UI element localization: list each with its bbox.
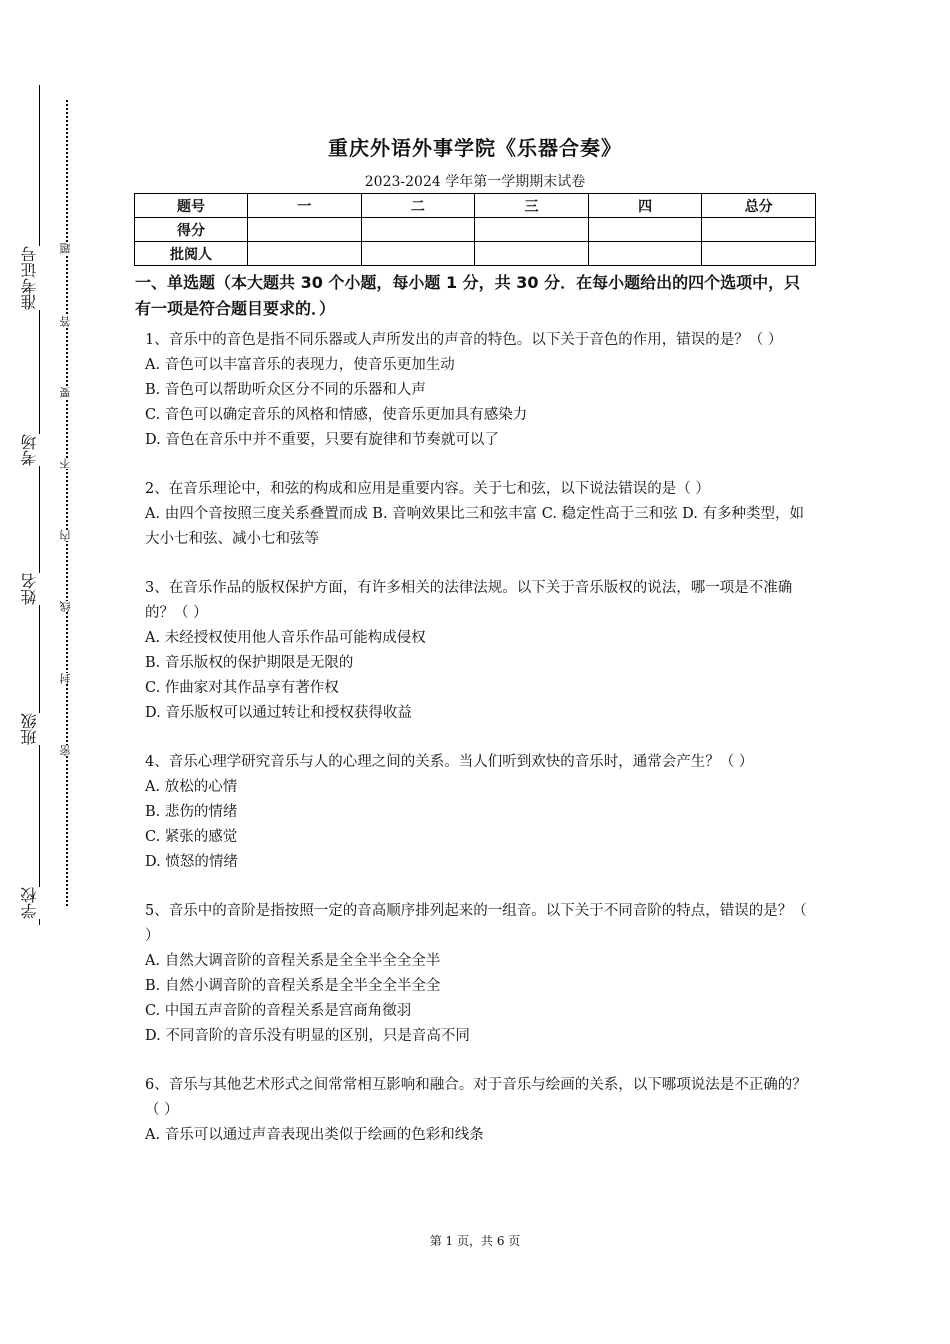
question-option: D. 音色在音乐中并不重要，只要有旋律和节奏就可以了 bbox=[145, 432, 499, 448]
question-5 bbox=[145, 899, 815, 1049]
seal-mark: 密 bbox=[59, 745, 72, 756]
question-option: A. 放松的心情 bbox=[145, 779, 238, 795]
exam-title: 重庆外语外事学院《乐器合奏》 bbox=[328, 136, 622, 160]
question-option: B. 自然小调音阶的音程关系是全半全全半全全 bbox=[145, 978, 441, 994]
question-text: 3、在音乐作品的版权保护方面，有许多相关的法律法规。以下关于音乐版权的说法，哪一项是不准确的？（ ） bbox=[145, 580, 793, 621]
question-text: 4、音乐心理学研究音乐与人的心理之间的关系。当人们听到欢快的音乐时，通常会产生？（ ） bbox=[145, 754, 754, 770]
binding-label-exam-room: 考场 bbox=[22, 434, 42, 466]
question-option: D. 不同音阶的音乐没有明显的区别，只是音高不同 bbox=[145, 1028, 470, 1044]
score-table-header: 总分 bbox=[702, 194, 816, 218]
question-option: A. 未经授权使用他人音乐作品可能构成侵权 bbox=[145, 630, 426, 646]
question-4 bbox=[145, 750, 815, 875]
question-1 bbox=[145, 328, 815, 453]
exam-subtitle: 2023-2024 学年第一学期期末试卷 bbox=[364, 174, 586, 190]
score-cell bbox=[361, 242, 475, 266]
score-table-header-row bbox=[135, 194, 816, 218]
seal-mark: 封 bbox=[59, 673, 72, 684]
score-cell bbox=[248, 218, 362, 242]
question-text: 1、音乐中的音色是指不同乐器或人声所发出的声音的特色。以下关于音色的作用，错误的是？（ ） bbox=[145, 332, 783, 348]
seal-mark: 不 bbox=[59, 458, 72, 469]
binding-label-name: 姓名 bbox=[22, 573, 42, 605]
score-cell bbox=[361, 218, 475, 242]
binding-label-class: 班级 bbox=[22, 713, 42, 745]
binding-solid-line bbox=[39, 85, 40, 925]
score-table-header: 四 bbox=[588, 194, 702, 218]
section-title: 一、单选题（本大题共 30 个小题，每小题 1 分，共 30 分．在每小题给出的四个选项中，只有一项是符合题目要求的．） bbox=[135, 273, 801, 318]
score-table-header: 一 bbox=[248, 194, 362, 218]
score-table-header: 二 bbox=[361, 194, 475, 218]
question-option: D. 愤怒的情绪 bbox=[145, 854, 238, 870]
score-table bbox=[134, 193, 816, 266]
question-option: C. 紧张的感觉 bbox=[145, 829, 238, 845]
score-row-label: 得分 bbox=[135, 218, 248, 242]
seal-mark: 线 bbox=[59, 601, 72, 612]
question-option: C. 作曲家对其作品享有著作权 bbox=[145, 680, 339, 696]
question-text: 5、音乐中的音阶是指按照一定的音高顺序排列起来的一组音。以下关于不同音阶的特点，错误的是？（ ） bbox=[145, 903, 807, 944]
question-option: C. 音色可以确定音乐的风格和情感，使音乐更加具有感染力 bbox=[145, 407, 528, 423]
question-6 bbox=[145, 1073, 815, 1148]
question-option: B. 音色可以帮助听众区分不同的乐器和人声 bbox=[145, 382, 426, 398]
score-cell bbox=[248, 242, 362, 266]
binding-dotted-line bbox=[66, 100, 68, 906]
seal-mark: 答 bbox=[59, 316, 72, 327]
question-option: A. 自然大调音阶的音程关系是全全半全全全半 bbox=[145, 953, 441, 969]
question-option: D. 音乐版权可以通过转让和授权获得收益 bbox=[145, 705, 412, 721]
score-table-header: 题号 bbox=[135, 194, 248, 218]
seal-mark: 要 bbox=[59, 387, 72, 398]
score-cell bbox=[702, 218, 816, 242]
score-table-row bbox=[135, 242, 816, 266]
score-row-label: 批阅人 bbox=[135, 242, 248, 266]
score-cell bbox=[475, 242, 589, 266]
question-3 bbox=[145, 576, 815, 726]
question-option: B. 音乐版权的保护期限是无限的 bbox=[145, 655, 354, 671]
score-table-header: 三 bbox=[475, 194, 589, 218]
score-cell bbox=[475, 218, 589, 242]
seal-mark: 内 bbox=[59, 530, 72, 541]
binding-label-exam-number: 准考证号 bbox=[22, 246, 42, 310]
question-option: A. 由四个音按照三度关系叠置而成 B. 音响效果比三和弦丰富 C. 稳定性高于三和弦 D. 有多种类型，如大小七和弦、减小七和弦等 bbox=[145, 506, 805, 547]
question-option: C. 中国五声音阶的音程关系是宫商角徵羽 bbox=[145, 1003, 412, 1019]
question-text: 2、在音乐理论中，和弦的构成和应用是重要内容。关于七和弦，以下说法错误的是（ ） bbox=[145, 481, 710, 497]
score-table-row bbox=[135, 218, 816, 242]
page-number: 第 1 页，共 6 页 bbox=[429, 1234, 521, 1248]
score-cell bbox=[702, 242, 816, 266]
question-option: A. 音色可以丰富音乐的表现力，使音乐更加生动 bbox=[145, 357, 455, 373]
question-text: 6、音乐与其他艺术形式之间常常相互影响和融合。对于音乐与绘画的关系，以下哪项说法是不正确的？（ ） bbox=[145, 1077, 807, 1118]
score-cell bbox=[588, 218, 702, 242]
binding-label-school: 学校 bbox=[22, 887, 42, 919]
exam-content bbox=[135, 270, 815, 1172]
question-option: B. 悲伤的情绪 bbox=[145, 804, 238, 820]
question-option: A. 音乐可以通过声音表现出类似于绘画的色彩和线条 bbox=[145, 1127, 484, 1143]
seal-mark: 题 bbox=[59, 243, 72, 254]
question-2 bbox=[145, 477, 815, 552]
score-cell bbox=[588, 242, 702, 266]
